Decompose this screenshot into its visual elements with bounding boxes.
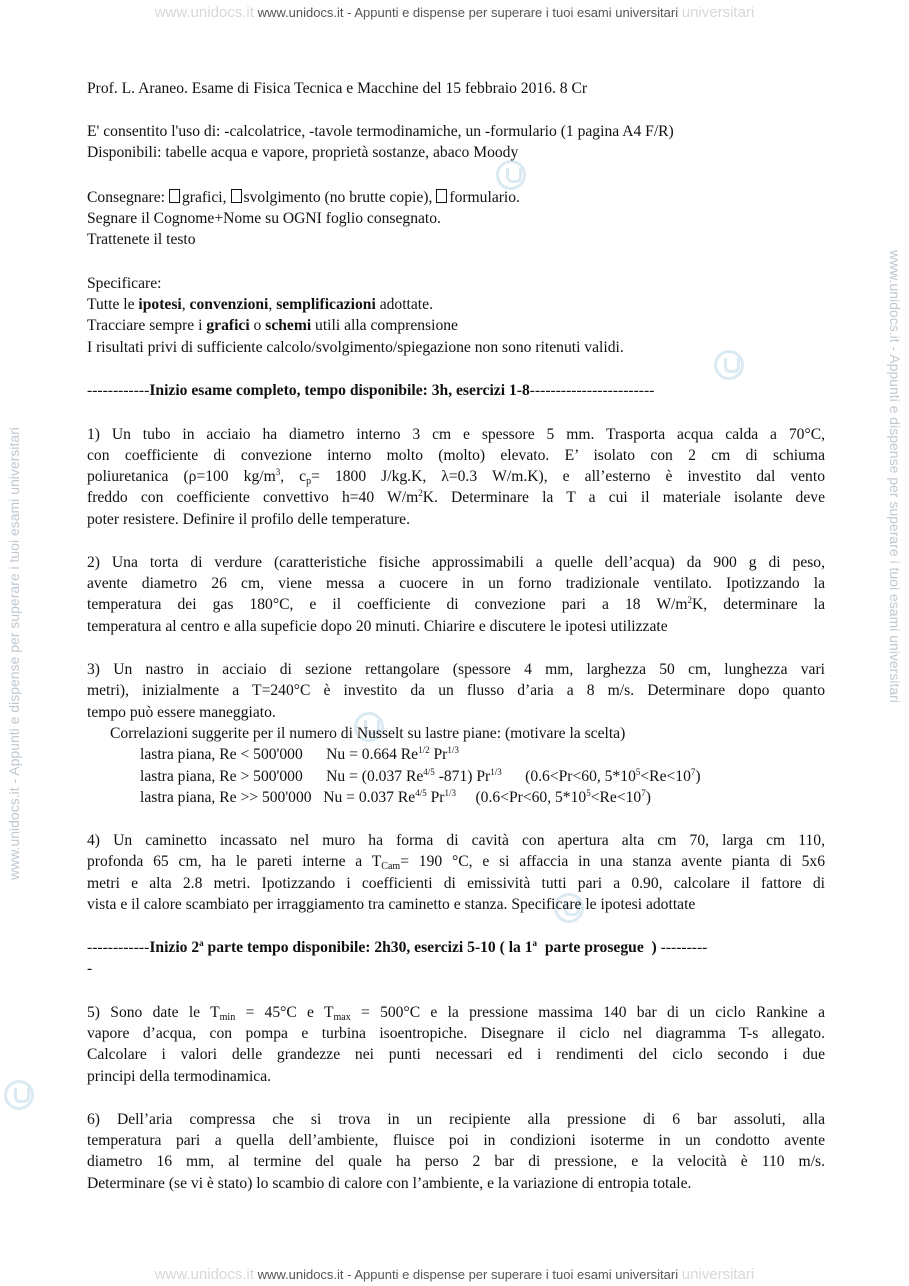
ex3-correlation-3 (140, 788, 651, 808)
ex2-line-4: temperatura al centro e alla supeficie dopo 20 minuti. Chiarire e discutere le ipotesi utilizzate (87, 618, 668, 635)
ex4-line-3: metri e alta 2.8 metri. Ipotizzando i coefficienti di emissività tutti pari a 0.90, calcolare il fattore di (87, 875, 825, 892)
text: Tracciare sempre i (87, 317, 207, 334)
superscript: a (199, 938, 204, 948)
checkbox-icon (231, 189, 242, 203)
text: lastra piana, Re >> 500'000 Nu = 0.037 Re (140, 789, 416, 806)
ex5-line-3: Calcolare i valori delle grandezze nei punti necessari ed i rendimenti del ciclo secondo i due (87, 1046, 825, 1063)
superscript: 1/2 (418, 745, 430, 755)
ex5-line-4: principi della termodinamica. (87, 1068, 272, 1085)
bold-graphs: grafici (206, 317, 250, 334)
ex6-line-3: diametro 16 mm, al termine del quale ha perso 2 bar di pressione, e la velocità è 110 m/s. (87, 1153, 825, 1170)
ex1-line-1: 1) Un tubo in acciaio ha diametro interno 3 cm e spessore 5 mm. Trasporta acqua calda a 70°C, (87, 426, 825, 443)
watermark-banner-bottom (0, 1266, 909, 1283)
ex5-line-2: vapore d’acqua, con pompa e turbina isoentropiche. Disegnare il ciclo nel diagramma T-s allegato. (87, 1025, 825, 1042)
text: profonda 65 cm, ha le pareti interne a T (87, 853, 382, 870)
text: ) (645, 789, 651, 806)
text: <Re<10 (640, 768, 691, 785)
text: adottate. (375, 296, 433, 313)
ex5-line-1 (87, 1003, 825, 1023)
text: parte prosegue ) (537, 939, 657, 956)
text: lastra piana, Re > 500'000 Nu = (0.037 Re (140, 768, 424, 785)
watermark-logo-icon (496, 160, 526, 190)
section-2-divider (87, 938, 707, 958)
deliver-item-formulary: formulario. (449, 189, 520, 206)
superscript: 5 (586, 788, 591, 798)
ex2-line-1: 2) Una torta di verdure (caratteristiche fisiche approssimabili a quelle dell’acqua) da 900 g di peso, (87, 554, 825, 571)
superscript: 1/3 (444, 788, 456, 798)
deliver-item-graphs: grafici, (181, 189, 227, 206)
subscript: min (219, 1012, 236, 1023)
watermark-text-top: www.unidocs.it - Appunti e dispense per superare i tuoi esami universitari (257, 5, 679, 20)
ex4-line-4: vista e il calore scambiato per irraggiamento tra caminetto e stanza. Specificare le ipotesi adottate (87, 896, 696, 913)
watermark-banner-top (0, 4, 909, 21)
ex3-line-1: 3) Un nastro in acciaio di sezione rettangolare (spessore 4 mm, larghezza 50 cm, lunghezza vari (87, 661, 825, 678)
allowed-materials: E' consentito l'uso di: -calcolatrice, -tavole termodinamiche, un -formulario (1 pagina A4 F/R) (87, 123, 674, 140)
exam-title: Prof. L. Araneo. Esame di Fisica Tecnica e Macchine del 15 febbraio 2016. 8 Cr (87, 80, 588, 97)
deliver-item-solution: svolgimento (no brutte copie), (243, 189, 433, 206)
watermark-side-left: www.unidocs.it - Appunti e dispense per superare i tuoi esami universitari (6, 427, 22, 880)
text: -871) Pr (434, 768, 491, 785)
superscript: 5 (635, 767, 641, 777)
text: = 1800 J/kg.K, λ=0.3 W/m.K), e all’esterno è investito dal vento (311, 468, 825, 485)
superscript: 3 (275, 467, 281, 477)
ex1-line-5: poter resistere. Definire il profilo delle temperature. (87, 511, 410, 528)
ex2-line-2: avente diametro 26 cm, viene messa a cuocere in un forno tradizionale ventilato. Ipotizzando la (87, 575, 825, 592)
bold-schemes: schemi (265, 317, 312, 334)
ex3-correlations-heading: Correlazioni suggerite per il numero di Nusselt su lastre piane: (motivare la scelta) (110, 725, 626, 742)
superscript: a (532, 938, 538, 948)
section-2-wrap: - (87, 960, 93, 977)
deliver-lead: Consegnare: (87, 189, 165, 206)
watermark-prefix-top: www.unidocs.it (154, 4, 254, 21)
ex3-line-3: tempo può essere maneggiato. (87, 704, 276, 721)
specify-heading: Specificare: (87, 275, 162, 292)
specify-line-2 (87, 316, 458, 336)
dashes: --------- (656, 939, 708, 956)
ex4-line-2 (87, 852, 825, 872)
superscript: 2 (687, 595, 693, 605)
subscript: p (306, 476, 312, 487)
text: K. Determinare la T a cui il materiale isolante deve (422, 489, 825, 506)
text: , (181, 296, 190, 313)
ex1-line-3 (87, 467, 825, 487)
bold-conventions: convenzioni (189, 296, 269, 313)
bold-hypotheses: ipotesi (138, 296, 182, 313)
ex4-line-1: 4) Un caminetto incassato nel muro ha forma di cavità con apertura alta cm 70, larga cm 110, (87, 832, 825, 849)
watermark-side-right: www.unidocs.it - Appunti e dispense per superare i tuoi esami universitari (887, 250, 903, 703)
text: = 190 °C, e si affaccia in una stanza avente pianta di 5x6 (400, 853, 825, 870)
ex3-correlation-2 (140, 767, 701, 787)
text: parte tempo disponibile: 2h30, esercizi 5-10 ( la 1 (203, 939, 533, 956)
text: Pr (429, 746, 448, 763)
ex6-line-1: 6) Dell’aria compressa che si trova in un recipiente alla pressione di 6 bar assoluti, alla (87, 1111, 825, 1128)
ex3-line-2: metri), inizialmente a T=240°C è investito da un flusso d’aria a 8 m/s. Determinare dopo quanto (87, 682, 825, 699)
superscript: 7 (690, 767, 696, 777)
text: = 500°C e la pressione massima 140 bar di un ciclo Rankine a (350, 1004, 825, 1021)
subscript: max (333, 1012, 351, 1023)
ex1-line-2: con coefficiente di convezione interno molto (molto) elevato. E’ isolato con 2 cm di schiuma (87, 447, 825, 464)
text: , c (280, 468, 307, 485)
bold-simplifications: semplificazioni (276, 296, 376, 313)
text: Tutte le (87, 296, 139, 313)
text: Inizio 2 (149, 939, 200, 956)
section-1-label: Inizio esame completo, tempo disponibile: 3h, esercizi 1-8 (149, 382, 530, 399)
keep-text: Trattenete il testo (87, 231, 196, 248)
text: o (249, 317, 266, 334)
text: Pr (426, 789, 445, 806)
dashes: ------------------------ (529, 382, 655, 399)
text: temperatura dei gas 180°C, e il coefficiente di convezione pari a 18 W/m (87, 596, 688, 613)
checkbox-icon (169, 189, 180, 203)
specify-line-3: I risultati privi di sufficiente calcolo/svolgimento/spiegazione non sono ritenuti validi. (87, 339, 624, 356)
text: ) (695, 768, 701, 785)
section-1-divider (87, 381, 654, 401)
subscript: Cam (381, 861, 401, 872)
ex6-line-2: temperatura pari a quella dell’ambiente, fluisce poi in condizioni isoterme in un condotto avente (87, 1132, 825, 1149)
dashes: ------------ (87, 382, 150, 399)
sign-instruction: Segnare il Cognome+Nome su OGNI foglio consegnato. (87, 210, 441, 227)
text: utili alla comprensione (311, 317, 458, 334)
watermark-prefix-bottom: www.unidocs.it (154, 1266, 254, 1283)
text: lastra piana, Re < 500'000 Nu = 0.664 Re (140, 746, 419, 763)
watermark-logo-icon (714, 350, 744, 380)
dashes: ------------ (87, 939, 150, 956)
superscript: 4/5 (423, 767, 435, 777)
text: <Re<10 (590, 789, 642, 806)
text: , (268, 296, 277, 313)
text: freddo con coefficiente convettivo h=40 W/m (87, 489, 419, 506)
watermark-logo-icon (4, 1080, 34, 1110)
text: poliuretanica (ρ=100 kg/m (87, 468, 276, 485)
superscript: 1/3 (490, 767, 502, 777)
deliver-line (87, 188, 520, 208)
superscript: 1/3 (447, 745, 459, 755)
watermark-suffix-bottom: universitari (681, 1266, 755, 1283)
ex1-line-4 (87, 488, 825, 508)
text: (0.6<Pr<60, 5*10 (501, 768, 636, 785)
text: 5) Sono date le T (87, 1004, 220, 1021)
checkbox-icon (436, 189, 447, 203)
section-2-label (149, 939, 656, 956)
ex6-line-4: Determinare (se vi è stato) lo scambio di calore con l’ambiente, e la variazione di entropia totale. (87, 1175, 692, 1192)
specify-line-1 (87, 295, 433, 315)
watermark-suffix-top: universitari (681, 4, 755, 21)
available-materials: Disponibili: tabelle acqua e vapore, proprietà sostanze, abaco Moody (87, 144, 519, 161)
superscript: 2 (418, 488, 423, 498)
ex3-correlation-1 (140, 745, 459, 765)
text: (0.6<Pr<60, 5*10 (455, 789, 587, 806)
ex2-line-3 (87, 595, 825, 615)
superscript: 7 (641, 788, 646, 798)
superscript: 4/5 (415, 788, 427, 798)
text: = 45°C e T (235, 1004, 334, 1021)
watermark-text-bottom: www.unidocs.it - Appunti e dispense per superare i tuoi esami universitari (257, 1267, 679, 1282)
text: K, determinare la (692, 596, 825, 613)
